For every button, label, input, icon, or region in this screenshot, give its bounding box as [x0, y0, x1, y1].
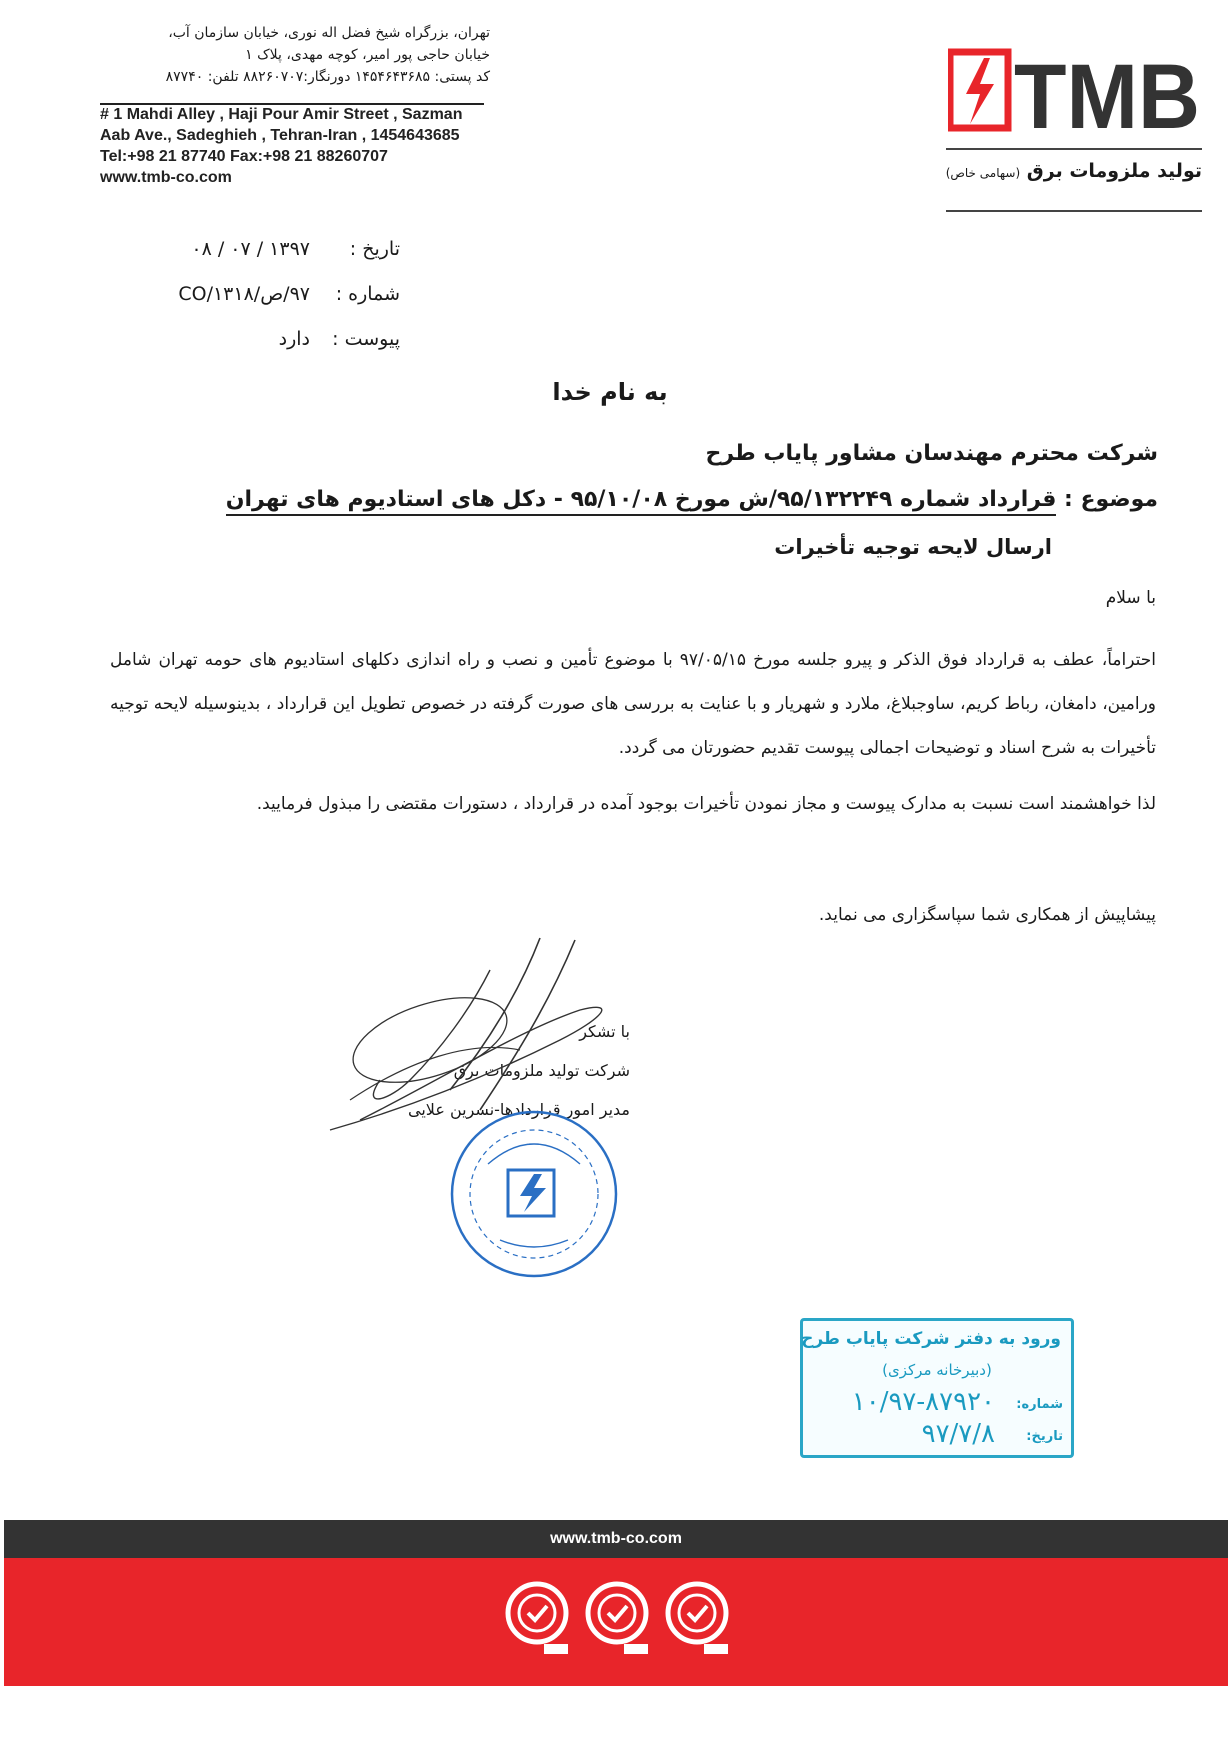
- recipient: شرکت محترم مهندسان مشاور پایاب طرح: [705, 441, 1158, 466]
- footer-website: www.tmb-co.com: [550, 1530, 682, 1547]
- tagline-text: تولید ملزومات برق: [1026, 160, 1202, 182]
- address-persian: [95, 22, 490, 88]
- address-fa-line: تهران، بزرگراه شیخ فضل اله نوری، خیابان سازمان آب،: [168, 25, 490, 41]
- company-seal: [448, 1108, 620, 1280]
- address-en-line: Tel:+98 21 87740 Fax:+98 21 88260707: [100, 148, 388, 165]
- company-logo: [948, 48, 1204, 134]
- certification-badge-icon: [584, 1580, 650, 1658]
- date-label: تاریخ :: [349, 238, 400, 260]
- attachment-label: پیوست :: [332, 328, 400, 350]
- received-stamp: [800, 1318, 1074, 1458]
- number-label: شماره :: [335, 283, 400, 305]
- attachment-row: [120, 328, 400, 360]
- address-en-line: Aab Ave., Sadeghieh , Tehran-Iran , 1454643685: [100, 127, 460, 144]
- closing-line: پیشاپیش از همکاری شما سپاسگزاری می نماید.: [818, 905, 1156, 925]
- address-en-website: www.tmb-co.com: [100, 169, 232, 186]
- date-value: ۱۳۹۷ / ۰۷ / ۰۸: [191, 238, 310, 260]
- stamp-date-label: تاریخ:: [1026, 1429, 1063, 1444]
- stamp-number-label: شماره:: [1016, 1397, 1063, 1412]
- certification-badge-icon: [664, 1580, 730, 1658]
- logo-text: TMB: [1014, 48, 1200, 134]
- stamp-title: ورود به دفتر شرکت پایاب طرح: [801, 1329, 1061, 1349]
- stamp-subtitle: (دبیرخانه مرکزی): [882, 1361, 992, 1379]
- address-fa-line: خیابان حاجی پور امیر، کوچه مهدی، پلاک ۱: [245, 47, 490, 63]
- signature-company: شرکت تولید ملزومات برق: [453, 1061, 630, 1080]
- signature-thanks: با تشکر: [579, 1022, 630, 1041]
- address-fa-line: کد پستی: ۱۴۵۴۶۴۳۶۸۵ دورنگار:۸۸۲۶۰۷۰۷ تلفن: ۸۷۷۴۰: [165, 69, 490, 85]
- greeting: با سلام: [1105, 588, 1156, 608]
- paragraph-1: احتراماً، عطف به قرارداد فوق الذکر و پیرو جلسه مورخ ۹۷/۰۵/۱۵ با موضوع تأمین و نصب و راه اندازی دکلهای استادیوم های حومه تهران شامل ورامین، دامغان، رباط کریم، ساوجبلاغ، ملارد و شهریار و با عنایت به بررسی های صورت گرفته در خصوص تطویل این قرارداد ، بدینوسیله لایحه توجیه تأخیرات به شرح اسناد و توضیحات اجمالی پیوست تقدیم حضورتان می گردد.: [110, 650, 1157, 758]
- signature-signer: مدیر امور قراردادها-نسرین علایی: [407, 1100, 630, 1119]
- paragraph-2: لذا خواهشمند است نسبت به مدارک پیوست و مجاز نمودن تأخیرات بوجود آمده در قرارداد ، دستورات مقتضی را مبذول فرمایید.: [256, 794, 1156, 814]
- basmala: به نام خدا: [552, 378, 668, 406]
- logo-rule-bottom: [946, 210, 1202, 212]
- stamp-number-value: ۱۰/۹۷-۸۷۹۲۰: [851, 1387, 995, 1417]
- subject-line-2: ارسال لایحه توجیه تأخیرات: [774, 535, 1052, 559]
- certification-badge-icon: [504, 1580, 570, 1658]
- date-row: [120, 238, 400, 270]
- subject-text: قرارداد شماره ۹۵/۱۳۲۲۴۹/ش مورخ ۹۵/۱۰/۰۸ - دکل های استادیوم های تهران: [226, 487, 1057, 516]
- subject-line: [225, 487, 1158, 512]
- number-row: [120, 283, 400, 315]
- stamp-date-value: ۹۷/۷/۸: [921, 1419, 995, 1449]
- company-tagline: [946, 160, 1202, 182]
- subject-label: موضوع :: [1064, 487, 1158, 512]
- tagline-note: (سهامی خاص): [945, 166, 1021, 180]
- logo-rule-top: [946, 148, 1202, 150]
- address-english: [100, 104, 500, 188]
- attachment-value: دارد: [278, 328, 310, 350]
- address-en-line: # 1 Mahdi Alley , Haji Pour Amir Street , Sazman: [100, 106, 463, 123]
- number-value: ۹۷/ص/CO/۱۳۱۸: [178, 283, 310, 305]
